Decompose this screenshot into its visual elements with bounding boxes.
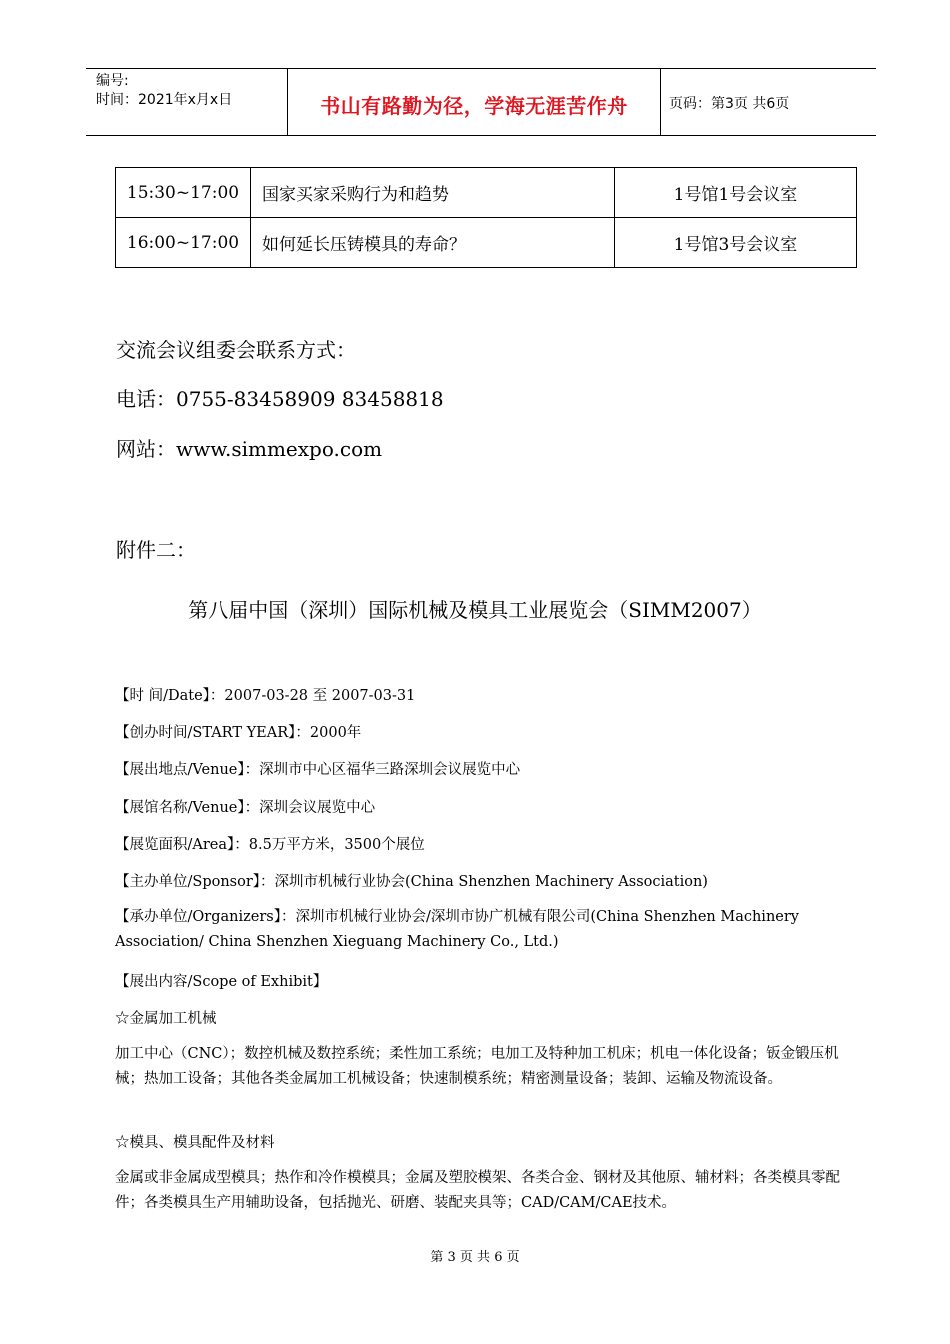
info-sponsor: 【主办单位/Sponsor】：深圳市机械行业协会(China Shenzhen Machinery Association) [115,874,708,890]
exhibition-title: 第八届中国（深圳）国际机械及模具工业展览会（SIMM2007） [188,598,762,622]
schedule-place: 1号馆3号会议室 [615,218,857,268]
contact-website: 网站：www.simmexpo.com [116,437,383,461]
info-organizers: 【承办单位/Organizers】：深圳市机械行业协会/深圳市协广机械有限公司(China Shenzhen Machinery Association/ China Shenzhen Xieguang Machinery Co., Ltd.) [115,909,799,950]
schedule-topic: 如何延长压铸模具的寿命？ [251,218,615,268]
doc-time: 时间：2021年x月x日 [96,92,233,108]
section-heading: ☆金属加工机械 [115,1011,217,1027]
header-page-number: 页码：第3页 共6页 [669,96,790,112]
header-bottom-rule [86,135,876,136]
schedule-time: 16:00~17:00 [116,218,251,268]
header-motto: 书山有路勤为径，学海无涯苦作舟 [320,94,628,118]
section-body: 加工中心（CNC）；数控机械及数控系统；柔性加工系统；电加工及特种加工机床；机电一体化设备；钣金锻压机械；热加工设备；其他各类金属加工机械设备；快速制模系统；精密测量设备；装卸、运输及物流设备。 [115,1046,839,1087]
schedule-time: 15:30~17:00 [116,168,251,218]
header-top-rule [86,68,876,69]
contact-heading: 交流会议组委会联系方式： [116,338,356,362]
info-area: 【展览面积/Area】：8.5万平方米，3500个展位 [115,837,425,853]
table-row [116,218,857,268]
attachment-label: 附件二： [116,538,196,562]
section-heading: ☆模具、模具配件及材料 [115,1135,275,1151]
contact-phone: 电话：0755-83458909 83458818 [116,387,444,411]
info-date: 【时 间/Date】：2007-03-28 至 2007-03-31 [115,688,416,704]
table-row [116,168,857,218]
schedule-place: 1号馆1号会议室 [615,168,857,218]
schedule-table [115,167,857,268]
header-meta [96,72,232,110]
info-hall: 【展馆名称/Venue】：深圳会议展览中心 [115,800,376,816]
header-divider [660,68,661,135]
schedule-topic: 国家买家采购行为和趋势 [251,168,615,218]
info-start-year: 【创办时间/START YEAR】：2000年 [115,725,362,741]
section-body: 金属或非金属成型模具；热作和冷作模模具；金属及塑胶模架、各类合金、钢材及其他原、辅材料；各类模具零配件；各类模具生产用辅助设备，包括抛光、研磨、装配夹具等；CAD/CAM/CAE技术。 [115,1170,840,1211]
doc-number: 编号: [96,73,129,89]
page-footer: 第 3 页 共 6 页 [430,1250,520,1265]
info-scope: 【展出内容/Scope of Exhibit】 [115,974,328,990]
info-venue: 【展出地点/Venue】：深圳市中心区福华三路深圳会议展览中心 [115,762,521,778]
